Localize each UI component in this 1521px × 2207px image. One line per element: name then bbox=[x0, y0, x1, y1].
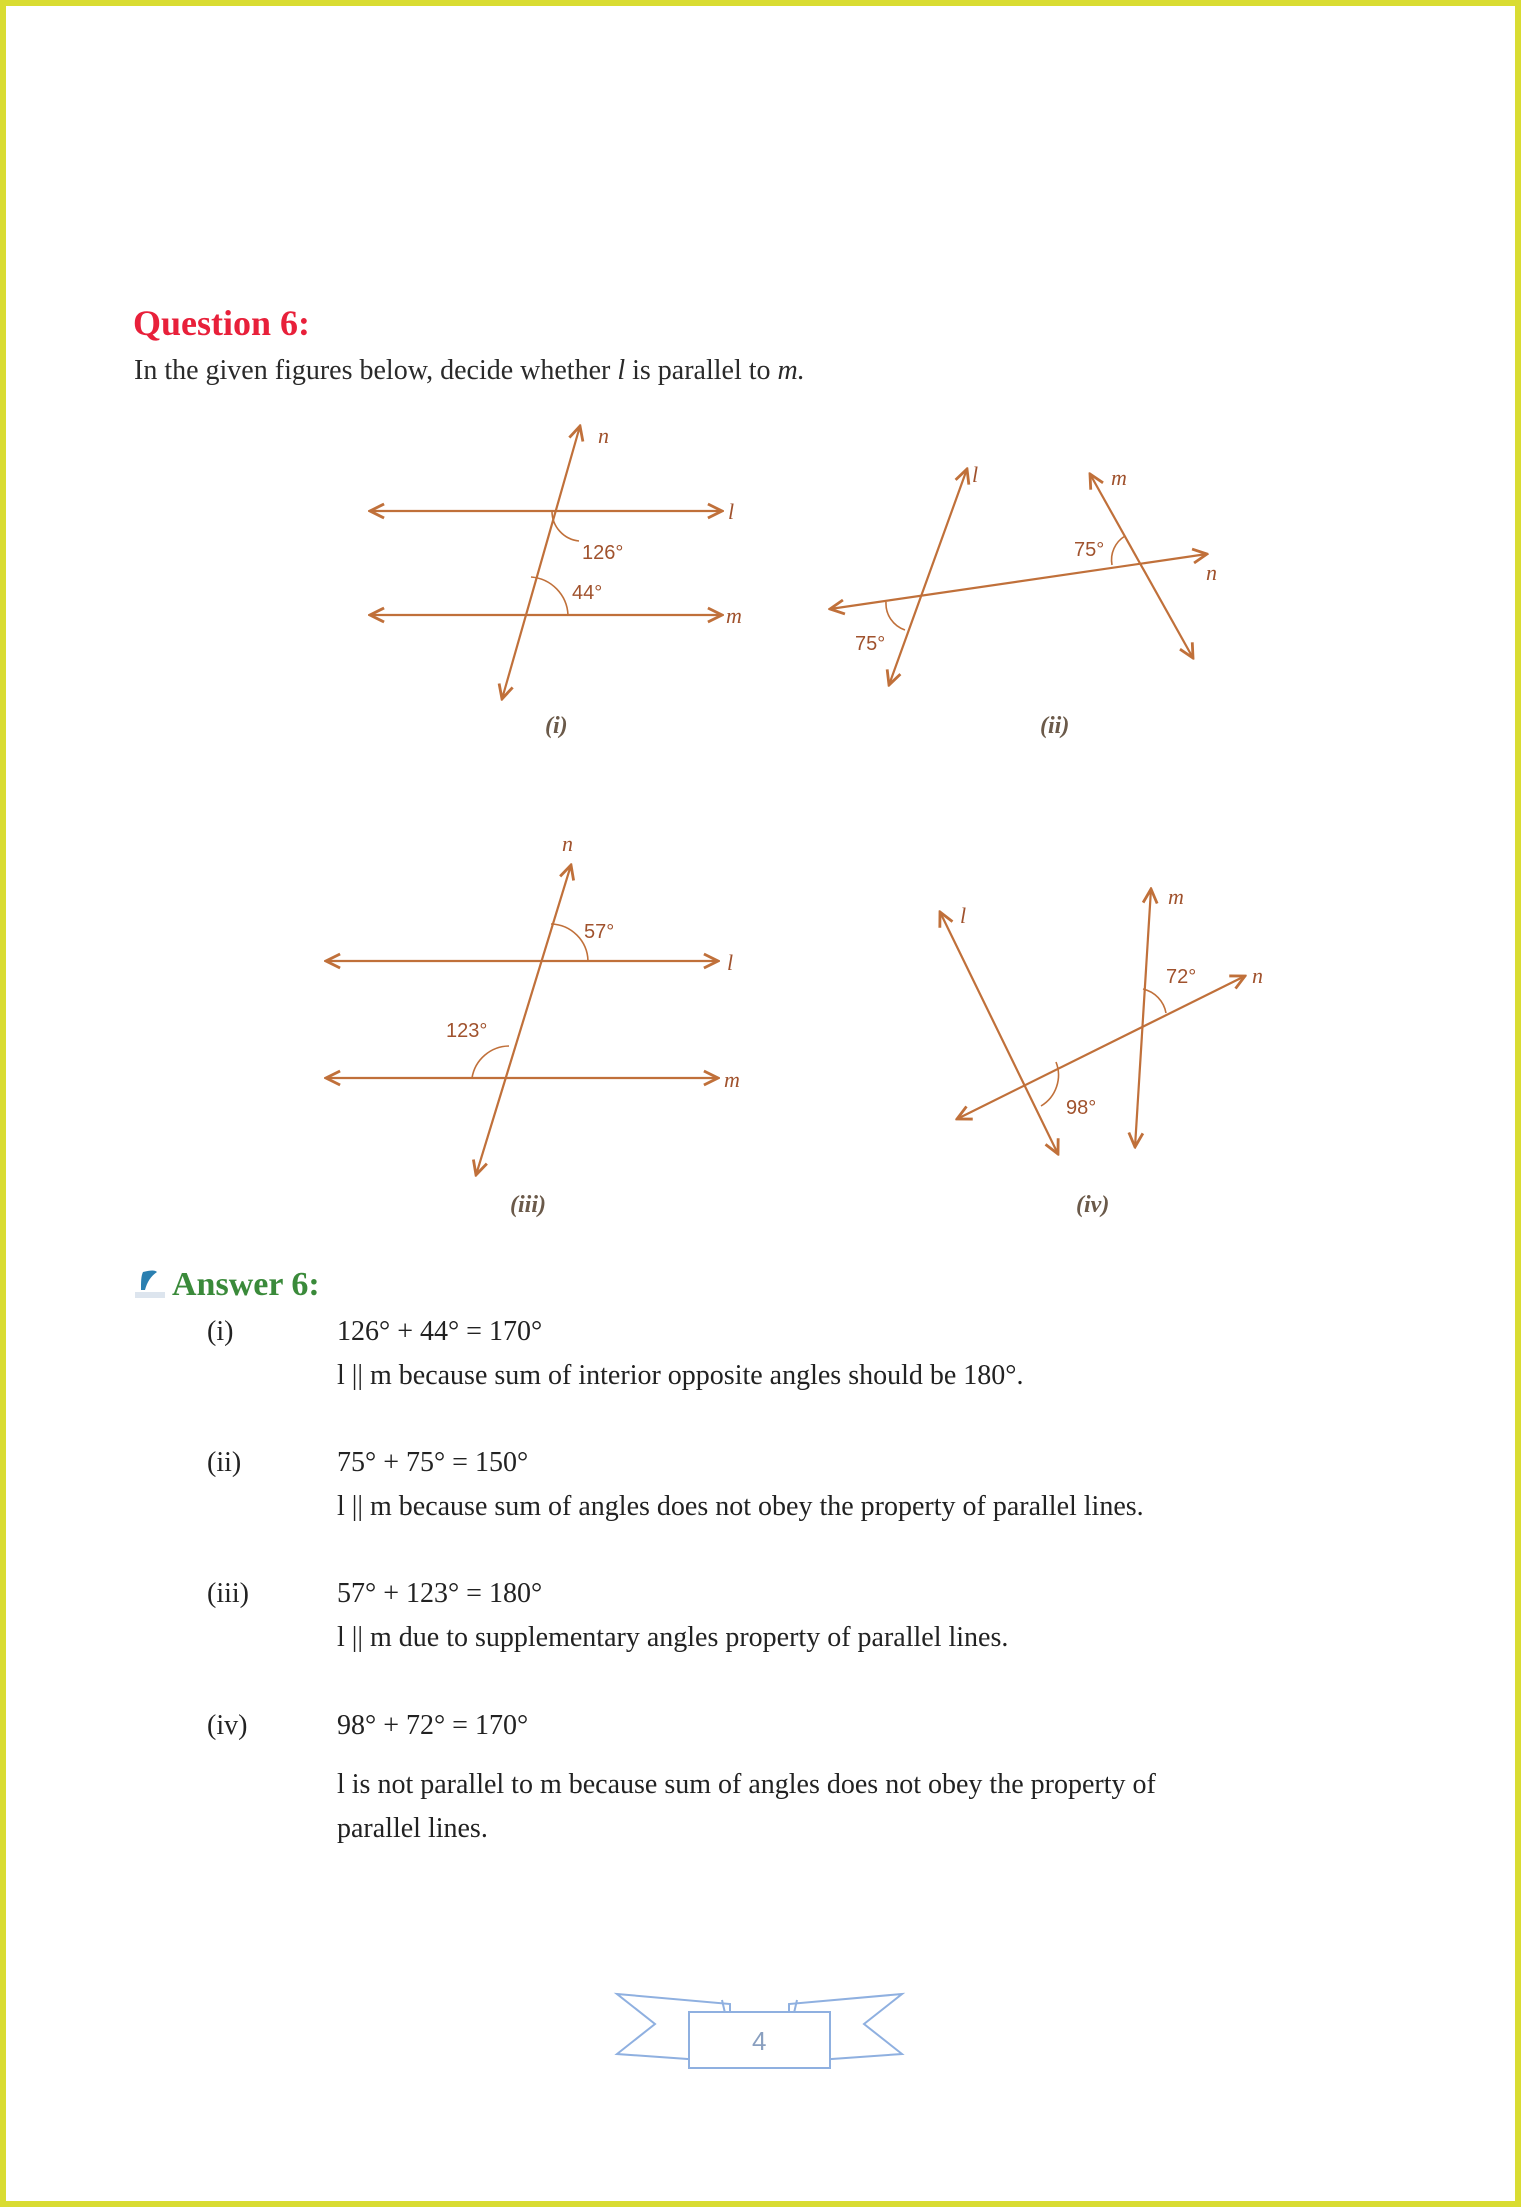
angle-label: 75° bbox=[1074, 539, 1105, 561]
answer-explanation: l || m because sum of interior opposite angles should be 180°. bbox=[337, 1360, 1024, 1391]
line-label: n bbox=[1252, 963, 1263, 988]
line-label: n bbox=[1206, 560, 1217, 585]
angle-label: 123° bbox=[446, 1020, 488, 1042]
figure-caption: (ii) bbox=[1040, 713, 1070, 739]
answer-equation: 98° + 72° = 170° bbox=[337, 1710, 529, 1741]
line-label: l bbox=[972, 462, 979, 487]
answer-explanation: l is not parallel to m because sum of angles does not obey the property of bbox=[337, 1769, 1156, 1800]
answer-explanation: parallel lines. bbox=[337, 1813, 488, 1844]
page-number: 4 bbox=[752, 2026, 767, 2056]
angle-label: 126° bbox=[582, 542, 624, 564]
line-label: m bbox=[1111, 465, 1127, 490]
answer-explanation: l || m because sum of angles does not obey the property of parallel lines. bbox=[337, 1491, 1144, 1522]
answer-equation: 57° + 123° = 180° bbox=[337, 1578, 543, 1609]
angle-label: 72° bbox=[1166, 966, 1197, 988]
answer-item-number: (ii) bbox=[207, 1447, 242, 1478]
figure-caption: (iv) bbox=[1076, 1192, 1110, 1218]
line-label: n bbox=[562, 831, 573, 856]
figure-iii bbox=[326, 865, 718, 1175]
question-text-part: is parallel to bbox=[632, 355, 771, 386]
angle-label: 75° bbox=[855, 633, 886, 655]
figure-ii bbox=[830, 469, 1207, 685]
angle-label: 98° bbox=[1066, 1097, 1097, 1119]
figure-caption: (i) bbox=[545, 713, 568, 739]
brand-logo-icon bbox=[133, 1268, 167, 1302]
line-label: m bbox=[1168, 884, 1184, 909]
answer-item-number: (i) bbox=[207, 1316, 234, 1347]
figure-caption: (iii) bbox=[510, 1192, 546, 1218]
question-text-part: In the given figures below, decide whether bbox=[134, 355, 611, 386]
answer-item-number: (iv) bbox=[207, 1710, 248, 1741]
angle-label: 44° bbox=[572, 582, 603, 604]
line-label: l bbox=[727, 950, 734, 975]
answer-equation: 126° + 44° = 170° bbox=[337, 1316, 543, 1347]
answer-item-number: (iii) bbox=[207, 1578, 249, 1609]
answer-title: Answer 6: bbox=[172, 1266, 320, 1303]
answer-equation: 75° + 75° = 150° bbox=[337, 1447, 529, 1478]
angle-label: 57° bbox=[584, 921, 615, 943]
line-label: m bbox=[726, 603, 742, 628]
figure-i bbox=[370, 426, 722, 699]
line-label: n bbox=[598, 423, 609, 448]
question-title: Question 6: bbox=[133, 303, 311, 343]
line-label: l bbox=[960, 903, 967, 928]
answer-explanation: l || m due to supplementary angles property of parallel lines. bbox=[337, 1622, 1009, 1653]
line-label: m bbox=[724, 1067, 740, 1092]
line-label: l bbox=[728, 499, 735, 524]
var-l: l bbox=[617, 355, 626, 386]
var-m: m. bbox=[777, 355, 805, 386]
